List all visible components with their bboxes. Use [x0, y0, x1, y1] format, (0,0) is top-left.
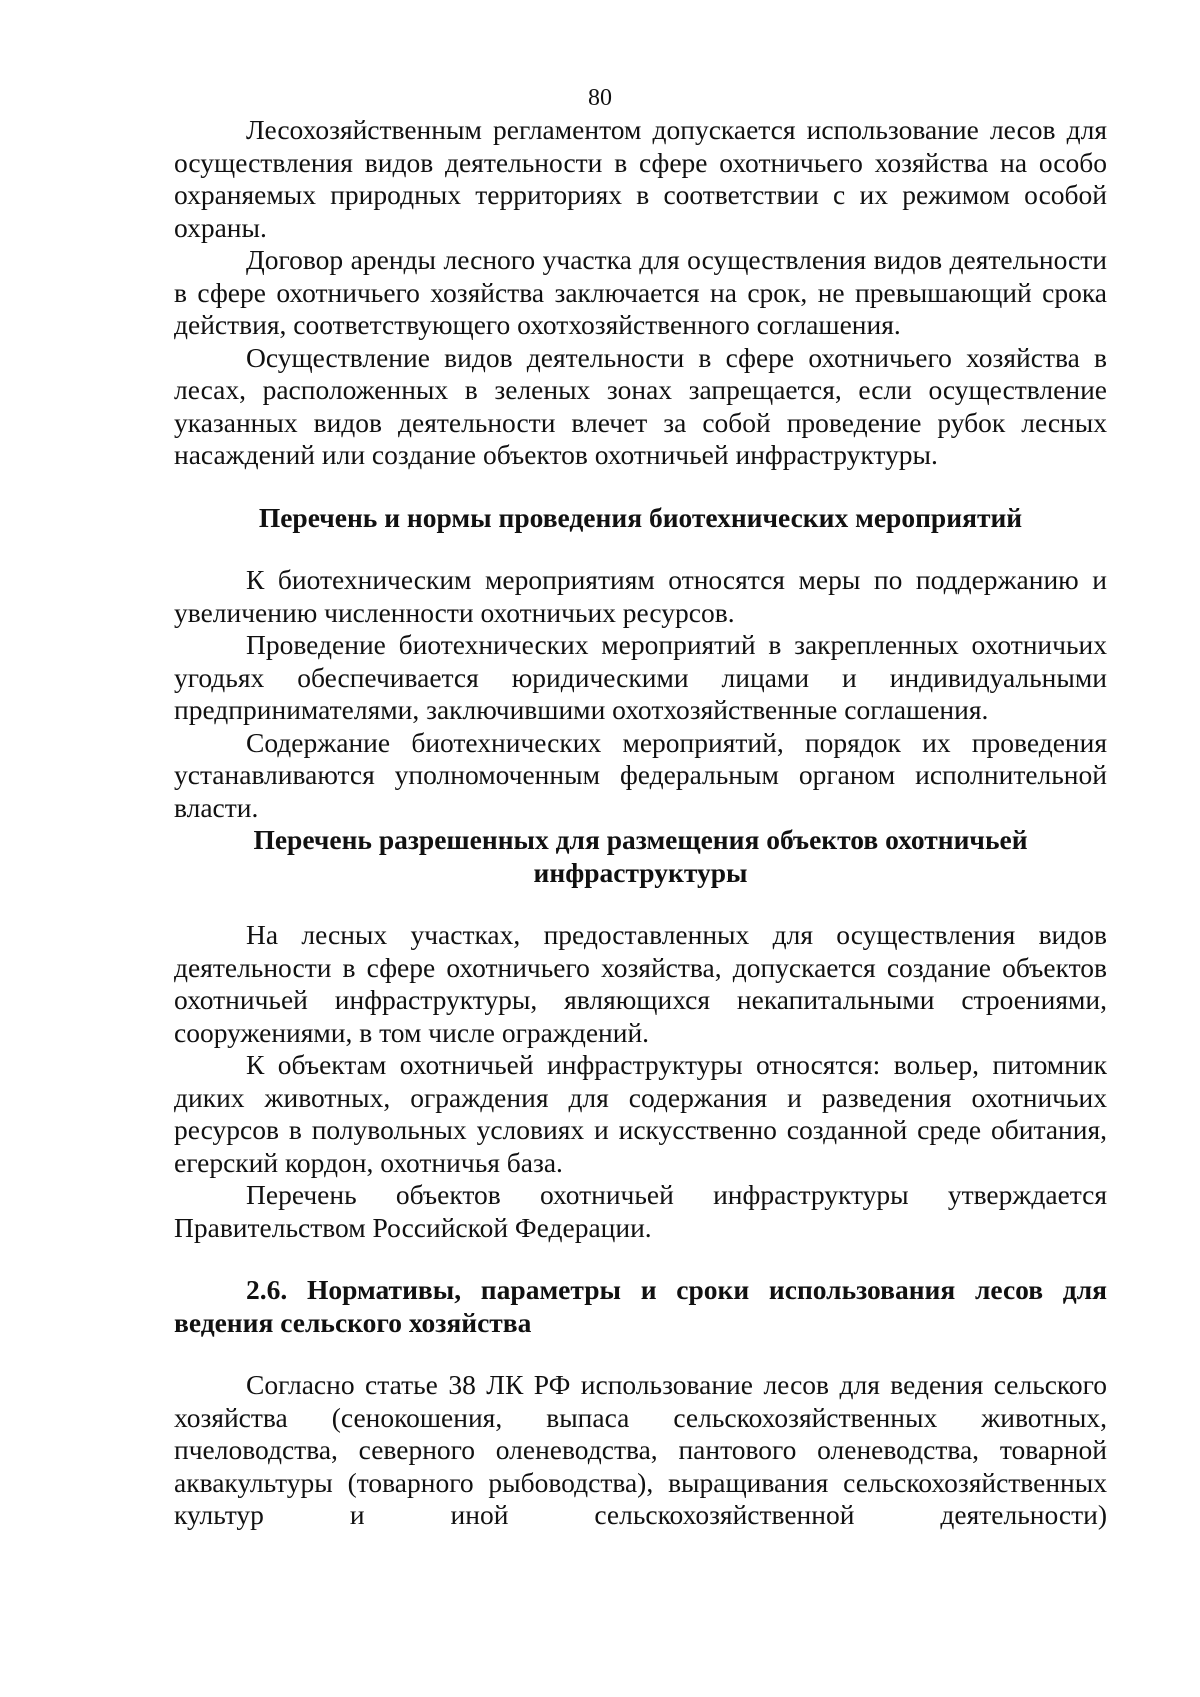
paragraph-infrastructure-objects: К объектам охотничьей инфраструктуры относятся: вольер, питомник диких животных, ограждения для содержания и разведения охотничьих ресурсов в полувольных условиях и искусственно созданной среде обитания, егерский кордон, охотничья база.	[174, 1049, 1107, 1178]
heading-infrastructure-line-2: инфраструктуры	[533, 856, 748, 888]
paragraph-infrastructure-approval: Перечень объектов охотничьей инфраструктуры утверждается Правительством Российской Федерации.	[174, 1179, 1107, 1243]
heading-infrastructure-line-1: Перечень разрешенных для размещения объектов охотничьей	[253, 824, 1028, 855]
heading-section-2-6: 2.6. Нормативы, параметры и сроки использования лесов для ведения сельского хозяйства	[174, 1274, 1107, 1338]
paragraph-green-zones: Осуществление видов деятельности в сфере охотничьего хозяйства в лесах, расположенных в зеленых зонах запрещается, если осуществление указанных видов деятельности влечет за собой проведение рубок лесных насаждений или создание объектов охотничьей инфраструктуры.	[174, 341, 1107, 470]
paragraph-biotechnical-definition: К биотехническим мероприятиям относятся меры по поддержанию и увеличению численности охотничьих ресурсов.	[174, 564, 1107, 628]
paragraph-biotechnical-execution: Проведение биотехнических мероприятий в закрепленных охотничьих угодьях обеспечивается юридическими лицами и индивидуальными предпринимателями, заключившими охотхозяйственные соглашения.	[174, 629, 1107, 725]
paragraph-lease-agreement: Договор аренды лесного участка для осуществления видов деятельности в сфере охотничьего хозяйства заключается на срок, не превышающий срока действия, соответствующего охотхозяйственного соглашения.	[174, 244, 1107, 340]
page-number: 80	[588, 85, 612, 111]
paragraph-biotechnical-content: Содержание биотехнических мероприятий, порядок их проведения устанавливаются уполномоченным федеральным органом исполнительной власти.	[174, 726, 1107, 823]
paragraph-forest-regulation: Лесохозяйственным регламентом допускается использование лесов для осуществления видов деятельности в сфере охотничьего хозяйства на особо охраняемых природных территориях в соответствии с их режимом особой охраны.	[174, 114, 1107, 243]
document-body	[174, 114, 1107, 1532]
paragraph-agriculture-article-38: Согласно статье 38 ЛК РФ использование лесов для ведения сельского хозяйства (сенокошения, выпаса сельскохозяйственных животных, пчеловодства, северного оленеводства, пантового оленеводства, товарной аквакультуры (товарного рыбоводства), выращивания сельскохозяйственных культур и иной сельскохозяйственной деятельности)	[174, 1369, 1107, 1530]
heading-biotechnical-measures: Перечень и нормы проведения биотехнических мероприятий	[258, 501, 1023, 533]
heading-infrastructure-list	[174, 824, 1107, 889]
paragraph-infrastructure-creation: На лесных участках, предоставленных для осуществления видов деятельности в сфере охотничьего хозяйства, допускается создание объектов охотничьей инфраструктуры, являющихся некапитальными строениями, сооружениями, в том числе ограждений.	[174, 919, 1107, 1048]
